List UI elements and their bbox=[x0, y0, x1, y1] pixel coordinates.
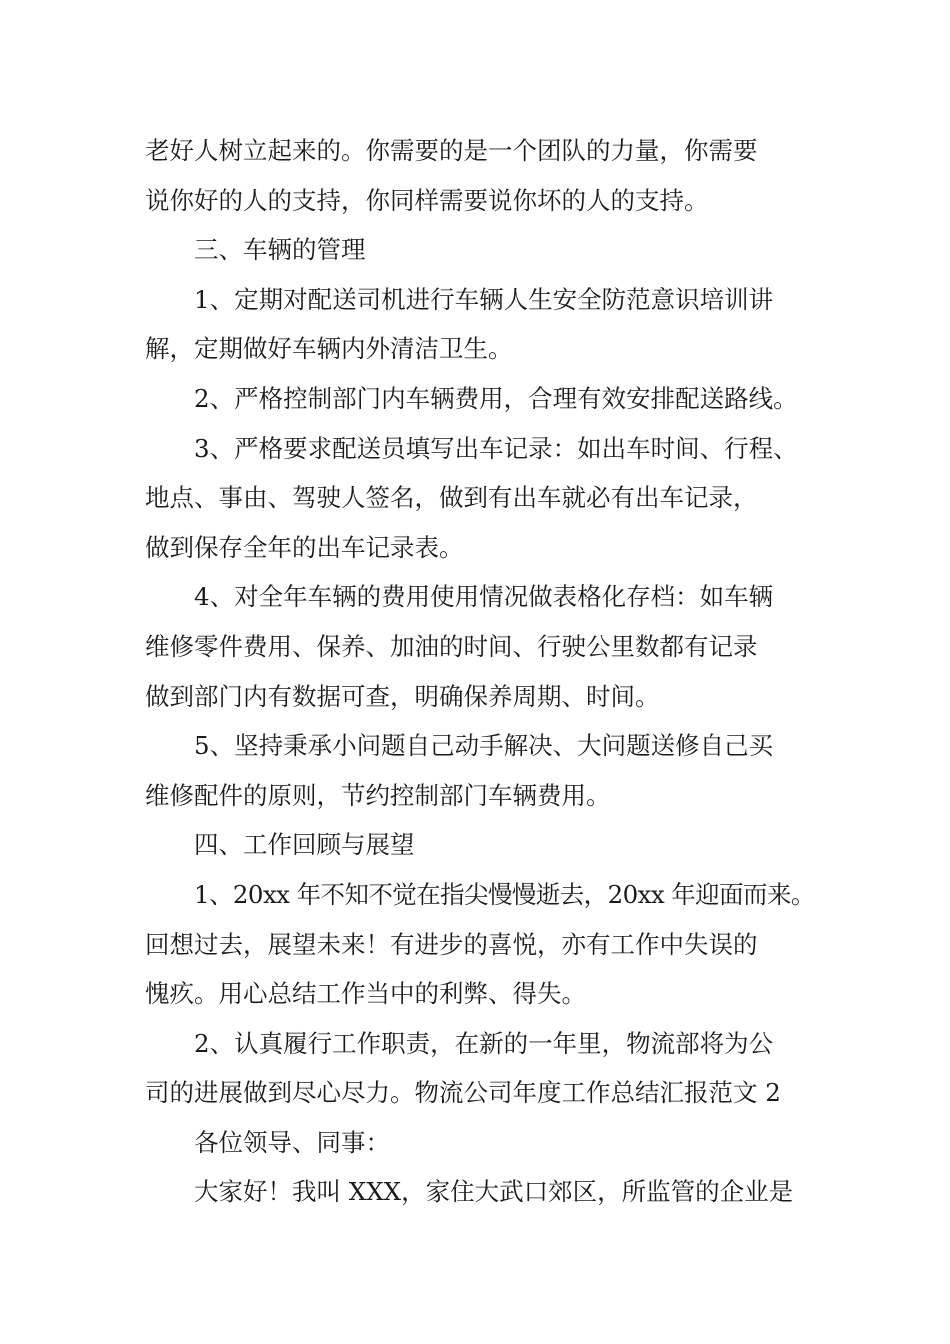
text-line: 做到部门内有数据可查，明确保养周期、时间。 bbox=[145, 681, 660, 711]
section-heading-work-review: 四、工作回顾与展望 bbox=[194, 830, 415, 860]
document-body bbox=[145, 126, 815, 1217]
text-line: 维修配件的原则，节约控制部门车辆费用。 bbox=[145, 780, 611, 810]
text-line: 2、认真履行工作职责，在新的一年里，物流部将为公 bbox=[194, 1028, 774, 1058]
text-line: 愧疚。用心总结工作当中的利弊、得失。 bbox=[145, 979, 586, 1009]
text-line: 1、20xx 年不知不觉在指尖慢慢逝去，20xx 年迎面而来。 bbox=[194, 879, 815, 909]
text-line: 地点、事由、驾驶人签名，做到有出车就必有出车记录， bbox=[145, 483, 758, 513]
section-heading-vehicle-management: 三、车辆的管理 bbox=[194, 235, 366, 265]
text-line: 解，定期做好车辆内外清洁卫生。 bbox=[145, 334, 513, 364]
text-line: 2、严格控制部门内车辆费用，合理有效安排配送路线。 bbox=[194, 383, 798, 413]
text-line: 1、定期对配送司机进行车辆人生安全防范意识培训讲 bbox=[194, 284, 774, 314]
text-line: 5、坚持秉承小问题自己动手解决、大问题送修自己买 bbox=[194, 731, 774, 761]
text-line: 司的进展做到尽心尽力。物流公司年度工作总结汇报范文 2 bbox=[145, 1078, 781, 1108]
text-line: 大家好！我叫 XXX，家住大武口郊区，所监管的企业是 bbox=[194, 1177, 794, 1207]
text-line: 维修零件费用、保养、加油的时间、行驶公里数都有记录 bbox=[145, 631, 758, 661]
text-line: 3、严格要求配送员填写出车记录：如出车时间、行程、 bbox=[194, 433, 798, 463]
text-line: 老好人树立起来的。你需要的是一个团队的力量，你需要 bbox=[145, 136, 758, 165]
text-line: 4、对全年车辆的费用使用情况做表格化存档：如车辆 bbox=[194, 582, 774, 612]
text-line: 说你好的人的支持，你同样需要说你坏的人的支持。 bbox=[145, 185, 709, 215]
text-line: 回想过去，展望未来！有进步的喜悦，亦有工作中失误的 bbox=[145, 929, 758, 959]
text-line: 做到保存全年的出车记录表。 bbox=[145, 532, 464, 562]
salutation: 各位领导、同事： bbox=[194, 1127, 390, 1157]
